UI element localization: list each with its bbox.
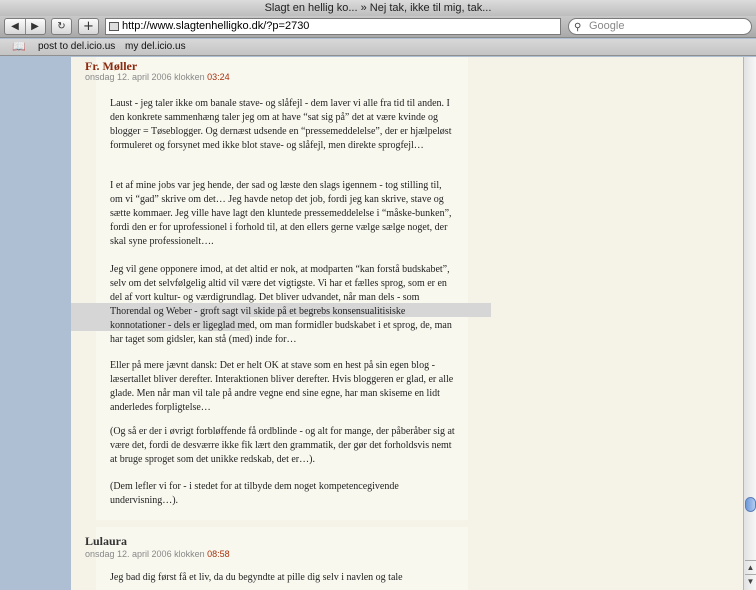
- comment-time-link[interactable]: 03:24: [207, 72, 230, 82]
- favicon-icon: [109, 22, 119, 31]
- plus-icon: +: [83, 19, 94, 34]
- bookmarks-book-icon[interactable]: 📖: [12, 41, 26, 53]
- comment-paragraph: (Og så er der i øvrigt forbløffende få ordblinde - og alt for mange, der påberåber sig at være det, fordi de desværre ikke fik lært den grammatik, der gør det forholdsvis nemt at bruge sproget som det unikke redskab, det er…).: [110, 426, 455, 465]
- bookmarks-bar: [0, 39, 756, 56]
- search-placeholder: Google: [589, 20, 625, 32]
- comment-paragraph: (Dem lefler vi for - i stedet for at tilbyde dem noget kompetencegivende undervisning…).: [110, 481, 399, 506]
- scrollbar-thumb[interactable]: [745, 497, 756, 512]
- scroll-down-icon[interactable]: ▼: [745, 574, 756, 588]
- window-title: Slagt en hellig ko... » Nej tak, ikke til mig, tak...: [264, 2, 492, 14]
- bookmark-my-delicious[interactable]: my del.icio.us: [125, 41, 186, 52]
- page-content: [71, 57, 743, 590]
- search-icon: ⚲: [574, 22, 582, 33]
- vertical-scrollbar[interactable]: [743, 57, 756, 590]
- url-text: http://www.slagtenhelligko.dk/?p=2730: [122, 20, 310, 32]
- back-forward-buttons: [4, 18, 46, 35]
- comment-date: onsdag 12. april 2006 klokken 03:24: [85, 72, 230, 82]
- back-arrow-icon[interactable]: ◀: [11, 21, 19, 32]
- address-bar[interactable]: [105, 18, 561, 35]
- comment-author[interactable]: Lulaura: [85, 534, 128, 548]
- comment-paragraph: Laust - jeg taler ikke om banale stave- og slåfejl - dem laver vi alle fra tid til anden. I den konkrete sammenhæng taler jeg om at have “sat sig på” det at være kvinde og blogger = Tøseblogger. Og dernæst udsende en “pressemeddelelse”, der er hjælpeløst formuleret og forsynet med ikke blot stave- og slåfejl, men direkte sprogfejl…: [110, 98, 452, 151]
- comment-paragraph: Jeg bad dig først få et liv, da du begyndte at pille dig selv i navlen og tale: [110, 572, 403, 583]
- comment-paragraph: Eller på mere jævnt dansk: Det er helt OK at stave som en hest på sin egen blog - læsertallet bliver derefter. Interaktionen bliver derefter. Hvis bloggeren er glad, er alle glade. Men når man vil tale på andre vegne end sine egne, har man skiseme en lidt anderledes forpligtelse…: [110, 360, 454, 413]
- comment-date: onsdag 12. april 2006 klokken 08:58: [85, 549, 230, 559]
- scroll-up-icon[interactable]: ▲: [745, 560, 756, 574]
- comment-time-link[interactable]: 08:58: [207, 549, 230, 559]
- bookmark-post-to-delicious[interactable]: post to del.icio.us: [38, 41, 116, 52]
- comment-paragraph: I et af mine jobs var jeg hende, der sad og læste den slags igennem - tog stilling til, om vi “gad” skrive om det… Jeg havde netop det job, fordi jeg kan skrive, stave og sætte kommaer. Jeg ville have lagt den kluntede pressemeddelelse i “måske-bunken”, fordi den er for uprofessionel i forhold til, at den ellers gerne vælge sælge noget, der skal syne professionelt….: [110, 180, 452, 247]
- add-bookmark-button[interactable]: [78, 18, 99, 35]
- comment-paragraph: Jeg vil gene opponere imod, at det altid er nok, at modparten “kan forstå budskabet”, selv om det selvfølgelig altid vil være det vigtigste. Vi har et fælles sprog, som er en del af vort kultur- og værdigrundlag. Det bliver udvandet, når man dels - som Thorendal og Weber - groft sagt vil skide på et begrebs konsensualitisiske konnotationer - dels er ligeglad med, om man formidler budskabet i et sprog, de, man har taget som gidsler, kan stå (med) inde for…: [110, 264, 452, 345]
- reload-button[interactable]: [51, 18, 72, 35]
- comment-author[interactable]: Fr. Møller: [85, 59, 138, 73]
- reload-icon: ↻: [57, 21, 66, 32]
- forward-arrow-icon[interactable]: ▶: [31, 21, 39, 32]
- browser-toolbar: [0, 16, 756, 38]
- search-input[interactable]: [568, 18, 752, 35]
- window-title-bar: [0, 0, 756, 16]
